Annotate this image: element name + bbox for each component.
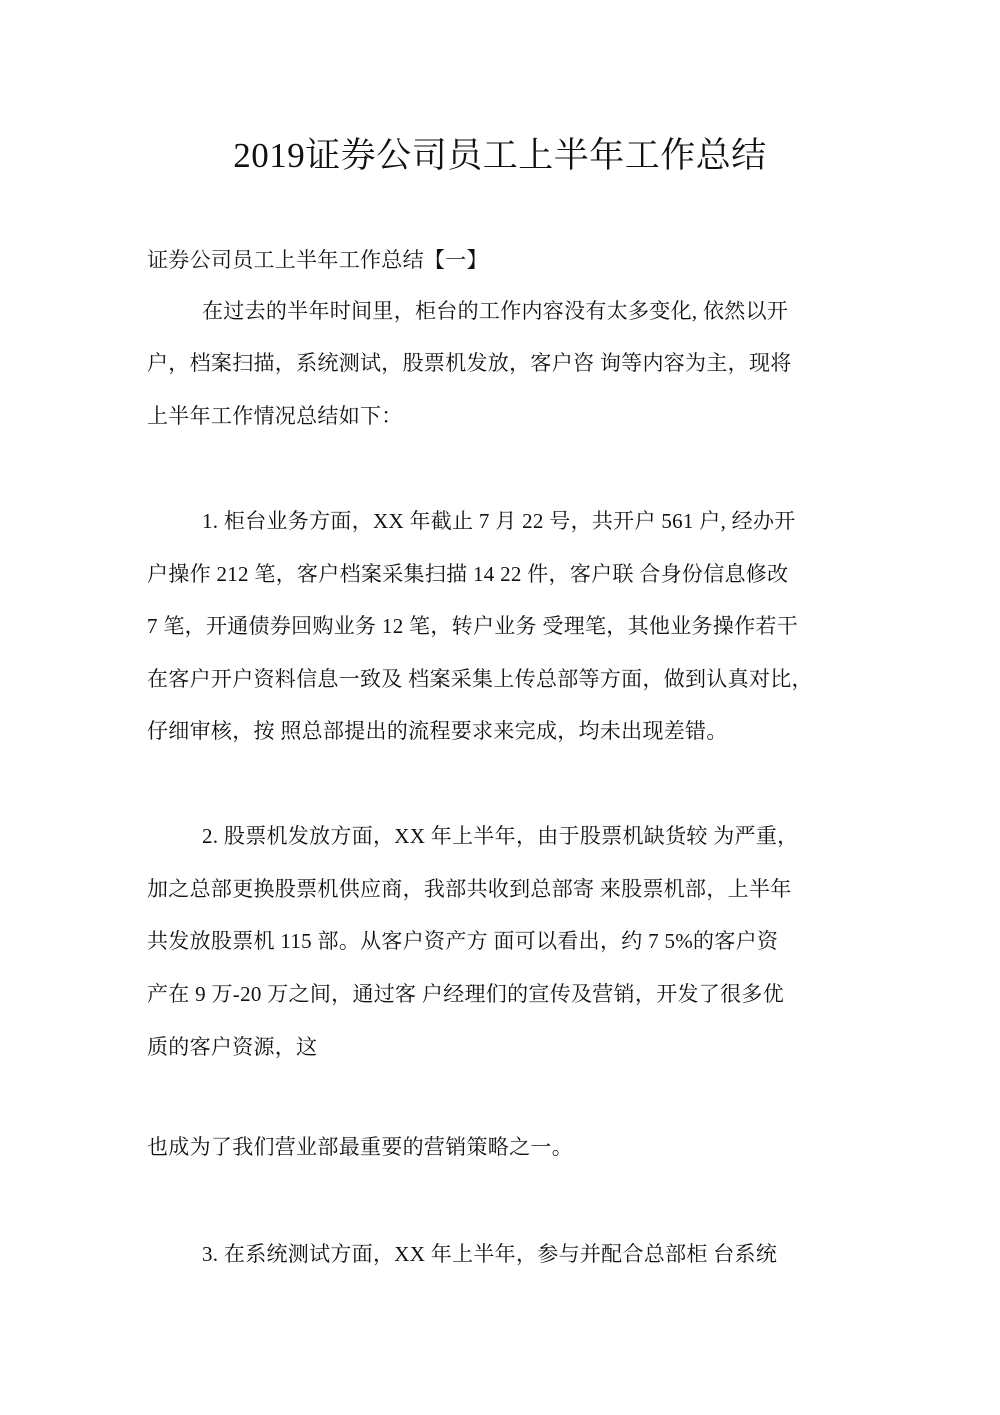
section-heading: 证券公司员工上半年工作总结【一】	[147, 248, 488, 272]
paragraph-line: 1. 柜台业务方面，XX 年截止 7 月 22 号，共开户 561 户, 经办开	[202, 509, 796, 533]
paragraph-line: 质的客户资源，这	[147, 1035, 318, 1059]
paragraph-line: 也成为了我们营业部最重要的营销策略之一。	[147, 1135, 573, 1159]
paragraph-line: 产在 9 万-20 万之间，通过客 户经理们的宣传及营销，开发了很多优	[147, 982, 784, 1006]
paragraph-line: 仔细审核，按 照总部提出的流程要求来完成，均未出现差错。	[147, 719, 728, 743]
paragraph-line: 加之总部更换股票机供应商，我部共收到总部寄 来股票机部，上半年	[147, 877, 792, 901]
paragraph-line: 7 笔，开通债券回购业务 12 笔，转户业务 受理笔，其他业务操作若干	[147, 614, 798, 638]
paragraph-line: 上半年工作情况总结如下：	[147, 404, 403, 428]
paragraph-line: 共发放股票机 115 部。从客户资产方 面可以看出，约 7 5%的客户资	[147, 929, 779, 953]
paragraph-line: 户，档案扫描，系统测试，股票机发放，客户咨 询等内容为主，现将	[147, 351, 792, 375]
paragraph-line: 户操作 212 笔，客户档案采集扫描 14 22 件，客户联 合身份信息修改	[147, 562, 789, 586]
paragraph-line: 2. 股票机发放方面，XX 年上半年，由于股票机缺货较 为严重，	[202, 824, 799, 848]
paragraph-line: 在过去的半年时间里，柜台的工作内容没有太多变化, 依然以开	[202, 299, 789, 323]
paragraph-line: 3. 在系统测试方面，XX 年上半年，参与并配合总部柜 台系统	[202, 1242, 778, 1266]
paragraph-line: 在客户开户资料信息一致及 档案采集上传总部等方面，做到认真对比，	[147, 667, 813, 691]
document-title: 2019证券公司员工上半年工作总结	[233, 136, 767, 175]
